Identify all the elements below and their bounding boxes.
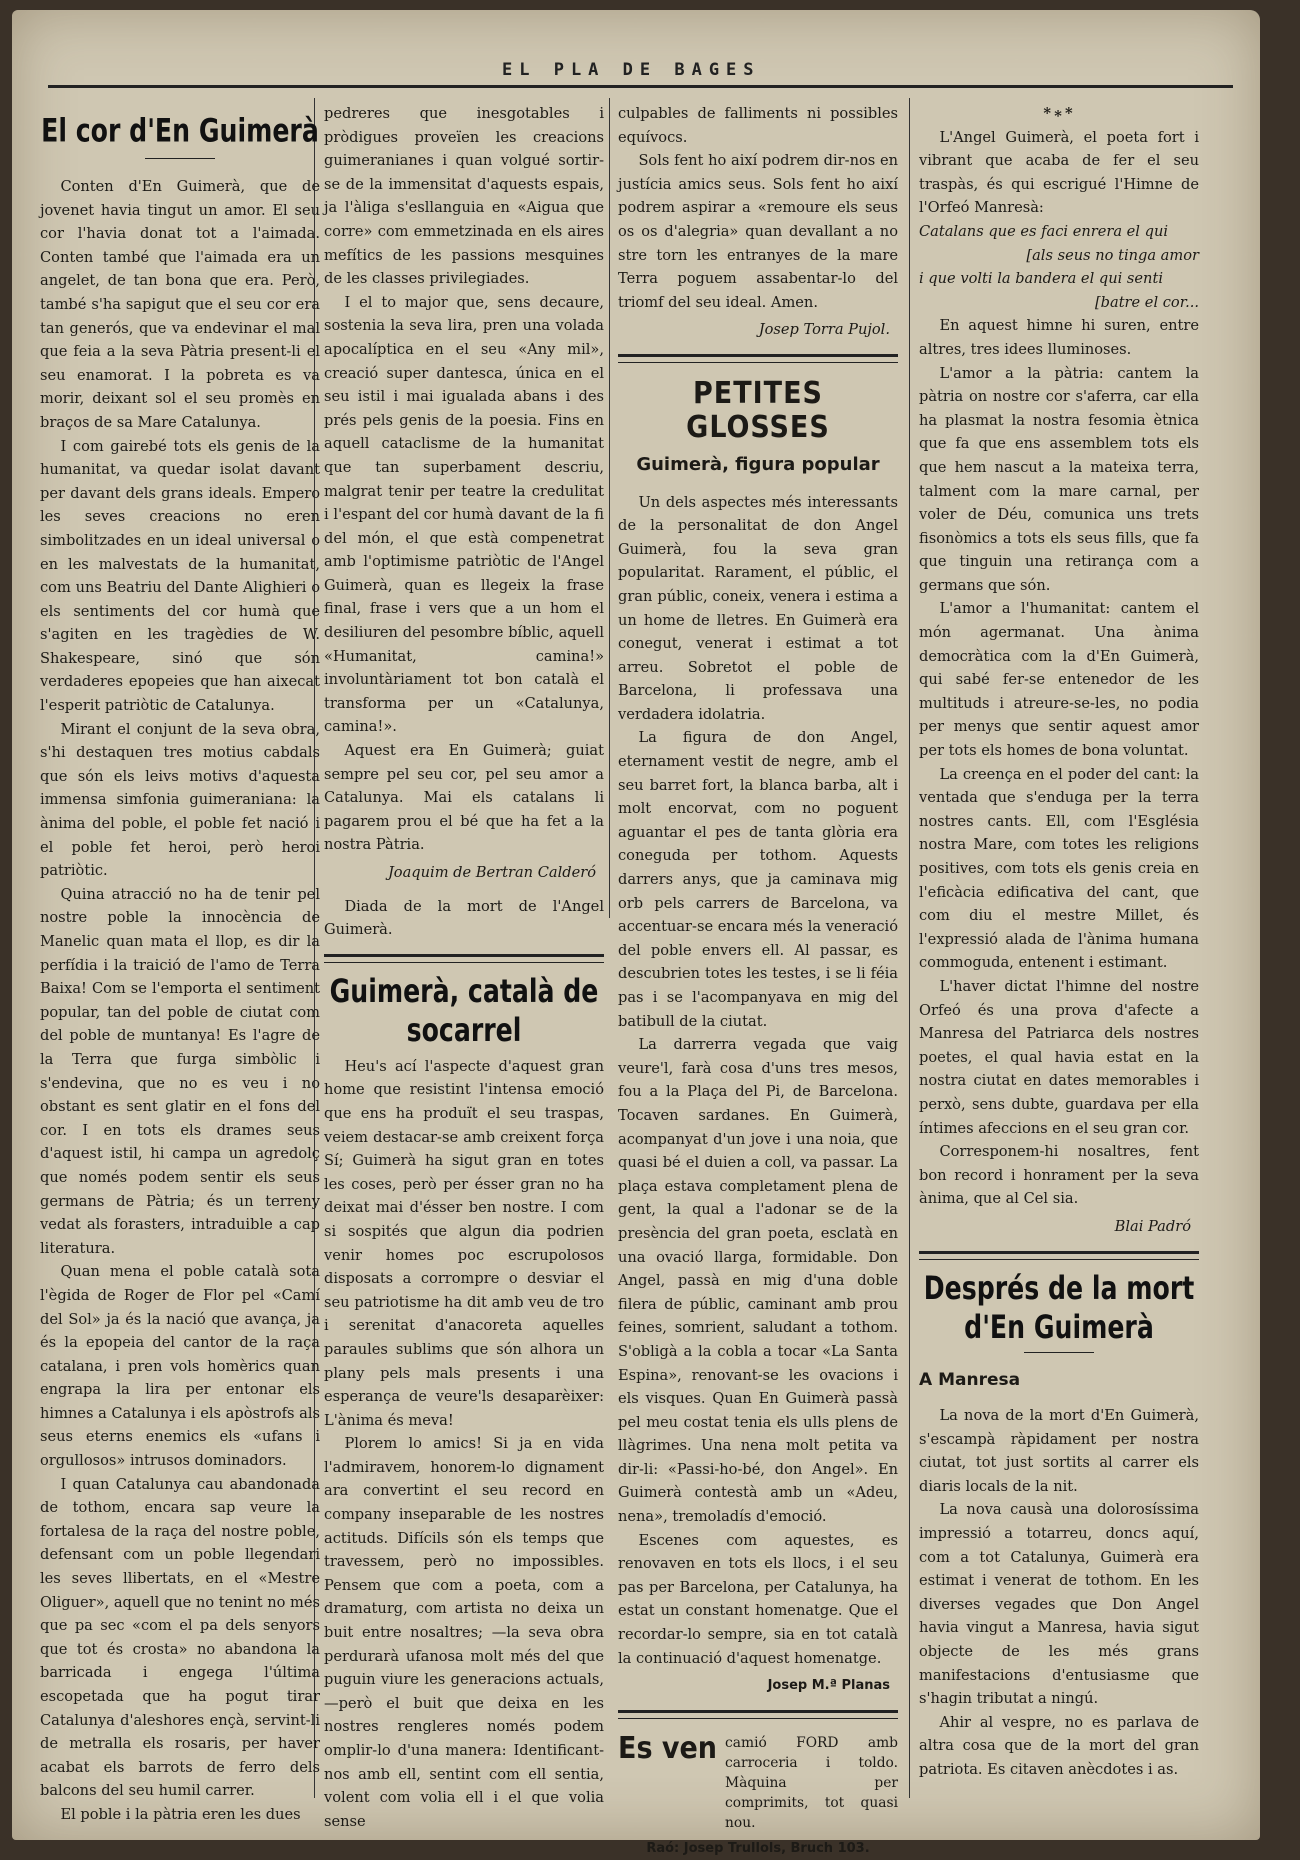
paragraph: Aquest era En Guimerà; guiat sempre pel seu cor, pel seu amor a Catalunya. Mai els catalans li pagarem prou el bé que ha fet a la nostra Pàtria. (324, 742, 604, 854)
title-underline (145, 158, 215, 159)
column-rule-3 (909, 98, 910, 1798)
paragraph: pedreres que inesgotables i pròdigues proveïen les creacions guimeranianes i quan volgué sortir-se de la immensitat d'aquests espais, ja l'àliga s'esllanguia en «Aigua que corre» com emmetzinada en els aires mefítics de les passions mesquines de les classes privilegiades. (324, 105, 604, 288)
signature-bertran: Joaquim de Bertran Calderó (387, 864, 596, 881)
signature-torra: Josep Torra Pujol. (758, 321, 890, 339)
paragraph: I com gairebé tots els genis de la humanitat, va quedar isolat davant per davant dels grans ideals. Empero les seves creacions no eren simbolitzades en un ideal universal o en les malvestats de la humanitat, com uns Beatriu del Dante Alighieri o els sentiments del cor humà que s'agiten en les tragèdies de W. Shakespeare, sinó que són verdaderes epopeies que han aixecat l'esperit patriòtic de Catalunya. (40, 437, 320, 715)
subhead-manresa: A Manresa (919, 1369, 1021, 1390)
date-note: Diada de la mort de l'Angel Guimerà. (324, 897, 604, 939)
ad-headline: Es ven (618, 1730, 718, 1766)
signature-planas: Josep M.ª Planas (767, 1678, 890, 1694)
paragraph: Un dels aspectes més interessants de la personalitat de don Angel Guimerà, fou la seva gran popularitat. Rarament, el públic, el gran públic, coneix, venera i estima a un home de lletres. En Guimerà era conegut, venerat i estimat a tot arreu. Sobretot el poble de Barcelona, li professava una verdadera idolatria. (618, 493, 898, 723)
paragraph: I el to major que, sens decaure, sostenia la seva lira, pren una volada apocalíptica en el seu «Any mil», creació super dantesca, única en el seu istil i mai igualada abans i des prés pels genis de la poesia. Fins en aquell cataclisme de la humanitat que tan superbament descriu, malgrat tenir per teatre la credulitat i l'espant del cor humà davant de la fi del món, el que està compenetrat amb l'optimisme patriòtic de l'Angel Guimerà, quan es llegeix la frase final, frase i vers que a un hom el desiliuren del pesombre bíblic, aquell «Humanitat, camina!» involuntàriament tot bon català el transforma per un «Catalunya, camina!». (324, 293, 604, 736)
paragraph: La figura de don Angel, eternament vestit de negre, amb el seu barret fort, la blanca barba, alt i molt encorvat, com no poguent aguantar el pes de tanta glòria era coneguda per tothom. Aquests darrers anys, que ja caminava mig orb pels carrers de Barcelona, va accentuar-se encara més la veneració del poble envers ell. Al passar, es descubrien totes les testes, i se li féia pas i se l'acompanyava en mig del batibull de la ciutat. (618, 729, 898, 1030)
verse-line: Catalans que es faci enrera el qui (919, 222, 1169, 240)
paragraph: La nova causà una dolorosíssima impressió a totarreu, doncs aquí, com a tot Catalunya, Guimerà era estimat i venerat de tothom. En les diverses vegades que Don Angel havia vingut a Manresa, havia sigut objecte de les més grans manifestacions d'entusiasme que s'hagin tributat a ningú. (919, 1501, 1199, 1708)
column-3 (618, 102, 898, 1860)
article-title-figura-popular: Guimerà, figura popular (636, 453, 880, 475)
paragraph: Quina atracció no ha de tenir pel nostre poble la innocència de Manelic quan mata el llop, es dir la perfídia i la traició de l'amo de Terra Baixa! Com se l'emporta el sentiment popular, tan del poble de ciutat com del poble de muntanya! Es l'agre de la Terra que furga simbòlic i s'endevina, que no es veu i no obstant es sent glatir en el fons del cor. I en tots els drames seus d'aquest istil, hi campa un agredolç que només podem sentir els seus germans de Pàtria; és un terreny vedat als forasters, intraduible a cap literatura. (40, 885, 320, 1257)
paragraph: L'amor a l'humanitat: cantem el món agermanat. Una ànima democràtica com la d'En Guimerà, qui sabé fer-se entenedor de les multituds i atreure-se-les, no podia per menys que sentir aquest amor per tots els homes de bona voluntat. (919, 600, 1199, 760)
newspaper-page (12, 10, 1260, 1856)
masthead: EL PLA DE BAGES (502, 60, 761, 80)
ornament: *∗* (1043, 105, 1075, 122)
column-2 (324, 102, 604, 1833)
top-rule (48, 85, 1233, 88)
column-4 (919, 102, 1199, 1782)
paragraph: La darrerra vegada que vaig veure'l, farà cosa d'uns tres mesos, fou a la Plaça del Pi, de Barcelona. Tocaven sardanes. En Guimerà, acompanyat d'un jove i una noia, que quasi bé el duien a coll, va passar. La plaça estava completament plena de gent, la qual a l'adonar se de la presència del gran poeta, esclatà en una ovació llarga, formidable. Don Angel, passà en mig d'una doble filera de públic, caminant amb prou feines, somrient, saludant a tothom. S'obligà a la cobla a tocar «La Santa Espina», renovant-se les ovacions i els visques. Quan En Guimerà passà pel meu costat tenia els ulls plens de llàgrimes. Una nena molt petita va dir-li: «Passi-ho-bé, don Angel». En Guimerà contestà amb un «Adeu, nena», tremoladís d'emoció. (618, 1036, 898, 1526)
section-rule (618, 354, 898, 363)
verse-line: [batre el cor... (1094, 293, 1199, 311)
verse-line: [als seus no tinga amor (1026, 246, 1199, 264)
section-rule (618, 1710, 898, 1719)
paragraph: Conten d'En Guimerà, que de jovenet havia tingut un amor. El seu cor l'havia donat tot a l'aimada. Conten també que l'aimada era un angelet, de tan bona que era. Però, també s'ha sapigut que el seu cor era tan generós, que va endevinar el mal que feia a la seva Pàtria present-li el seu enamorat. I la pobreta es va morir, deixant sol el seu promès en braços de sa Mare Catalunya. (40, 178, 320, 431)
paragraph: L'amor a la pàtria: cantem la pàtria on nostre cor s'aferra, car ella ha plasmat la nostra fesomia ètnica que fa que ens assemblem tots els que hem nascut a la mateixa terra, talment com la mare carnal, per voler de Déu, comunica uns trets fisonòmics a tots els seus fills, que fa que tinguin una retirança com a germans que són. (919, 364, 1199, 594)
paragraph: Ahir al vespre, no es parlava de altra cosa que de la mort del gran patriota. Es citaven anècdotes i as. (919, 1713, 1199, 1778)
paragraph: Sols fent ho així podrem dir-nos en justícia amics seus. Sols fent ho així podrem aspirar a «remoure els seus os os d'alegria» quan devallant a no stre torn les entranyes de la mare Terra poguem assabentar-lo del triomf del seu ideal. Amen. (618, 152, 898, 311)
paragraph: Escenes com aquestes, es renovaven en tots els llocs, i el seu pas per Barcelona, per Catalunya, ha estat un constant homenatge. Que el recordar-lo sempre, sia en tot català la continuació d'aquest homenatge. (618, 1531, 898, 1667)
paragraph: Heu's ací l'aspecte d'aquest gran home que resistint l'intensa emoció que ens ha produït el seu traspas, veiem destacar-se amb creixent força Sí; Guimerà ha sigut gran en totes les coses, però per ésser gran no ha deixat mai d'ésser ben nostre. I com si sospités que algun dia podrien venir homes poc escrupolosos disposats a corrompre o desviar el seu patriotisme ha dit amb veu de tro i serenitat d'anacoreta aquelles paraules sublims que són alhora un plany pels mals presents i una esperança de veure'ls desaparèixer: L'ànima és meva! (324, 1057, 604, 1429)
paragraph: El poble i la pàtria eren les dues (60, 1805, 301, 1823)
paragraph: Plorem lo amics! Si ja en vida l'admiravem, honorem-lo dignament ara convertint el seu record en company inseparable de les nostres actituds. Difícils són els temps que travessem, però no impossibles. Pensem que com a poeta, com a dramaturg, com artista no deixa un buit entre nosaltres; —la seva obra perdurarà ufanosa molt més del que puguin viure les generacions actuals, —però el buit que deixa en les nostres rengleres només podem omplir-lo d'una manera: Identificant-nos amb ell, sentint com ell sentia, volent com volia ell i el que volia sense (324, 1435, 604, 1830)
article-title-socarrel: Guimerà, català de socarrel (329, 971, 599, 1049)
paragraph: L'Angel Guimerà, el poeta fort i vibrant que acaba de fer el seu traspàs, és qui escrigué l'Himne de l'Orfeó Manresà: (919, 128, 1199, 217)
signature-padro: Blai Padró (1114, 1217, 1191, 1235)
article-title-cor: El cor d'En Guimerà (41, 111, 319, 150)
paragraph: Quan mena el poble català sota l'ègida de Roger de Flor pel «Camí del Sol» ja és la nació que avança, ja és la epopeia del cantor de la raça catalana, i pren vols homèrics quan engrapa la lira per entonar els himnes a Catalunya i els apòstrofs als seus eterns enemics els «ufans i orgullosos» intrusos dominadors. (40, 1263, 320, 1470)
paragraph: La nova de la mort d'En Guimerà, s'escampà ràpidament per nostra ciutat, tot just sortits al carrer els diaris locals de la nit. (919, 1407, 1199, 1495)
paragraph: Corresponem-hi nosaltres, fent bon record i honrament per la seva ànima, que al Cel sia. (919, 1143, 1199, 1208)
ad-text: camió FORD amb carroceria i toldo. Màquina per comprimits, tot quasi nou. (725, 1734, 898, 1831)
paragraph: La creença en el poder del cant: la ventada que s'enduga per la terra nostres cants. Ell, com l'Església nostra Mare, com totes les religions positives, com tots els genis creia en l'eficàcia edificativa del cant, que com diu el mestre Millet, és l'expressió alada de l'ànima humana commoguda, entenent i estimant. (919, 765, 1199, 972)
title-underline (1024, 1352, 1094, 1353)
classified-ad (618, 1730, 898, 1833)
article-title-despres: Després de la mort d'En Guimerà (923, 1268, 1195, 1346)
section-title-petites-glosses: PETITES GLOSSES (686, 375, 830, 445)
column-1 (40, 111, 321, 1827)
verse-line: i que volti la bandera el qui senti (919, 270, 1163, 288)
paragraph: En aquest himne hi suren, entre altres, tres idees lluminoses. (919, 317, 1199, 358)
section-rule (919, 1251, 1199, 1260)
paragraph: Mirant el conjunt de la seva obra, s'hi destaquen tres motius cabdals que són els leivs motivs d'aquesta immensa simfonia guimeraniana: la ànima del poble, el poble fet nació i el poble fet heroi, però heroi patriòtic. (40, 720, 320, 880)
ad-contact: Raó: Josep Trullols, Bruch 103. (646, 1840, 870, 1856)
paragraph: L'haver dictat l'himne del nostre Orfeó és una prova d'afecte a Manresa del Patriarca dels nostres poetes, el qual havia estat en la nostra ciutat en dates memorables i perxò, sens dubte, guardava per ella íntimes afeccions en el seu gran cor. (919, 977, 1199, 1137)
paragraph: I quan Catalunya cau abandonada de tothom, encara sap veure la fortalesa de la raça del nostre poble, defensant com un poble llegendari les seves llibertats, en el «Mestre Oliguer», aquell que no tenint no més que pa sec «com el pa dels senyors que tot és crosta» no abandona la barricada i engega l'última escopetada que ha pogut tirar Catalunya d'aleshores ençà, servint-li de metralla els rosaris, per haver acabat els barrots de ferro dels balcons del seu humil carrer. (40, 1475, 321, 1800)
section-rule (324, 954, 604, 963)
paragraph: culpables de falliments ni possibles equívocs. (618, 105, 898, 146)
column-rule-2 (609, 98, 610, 918)
hymn-verse (919, 220, 1199, 314)
